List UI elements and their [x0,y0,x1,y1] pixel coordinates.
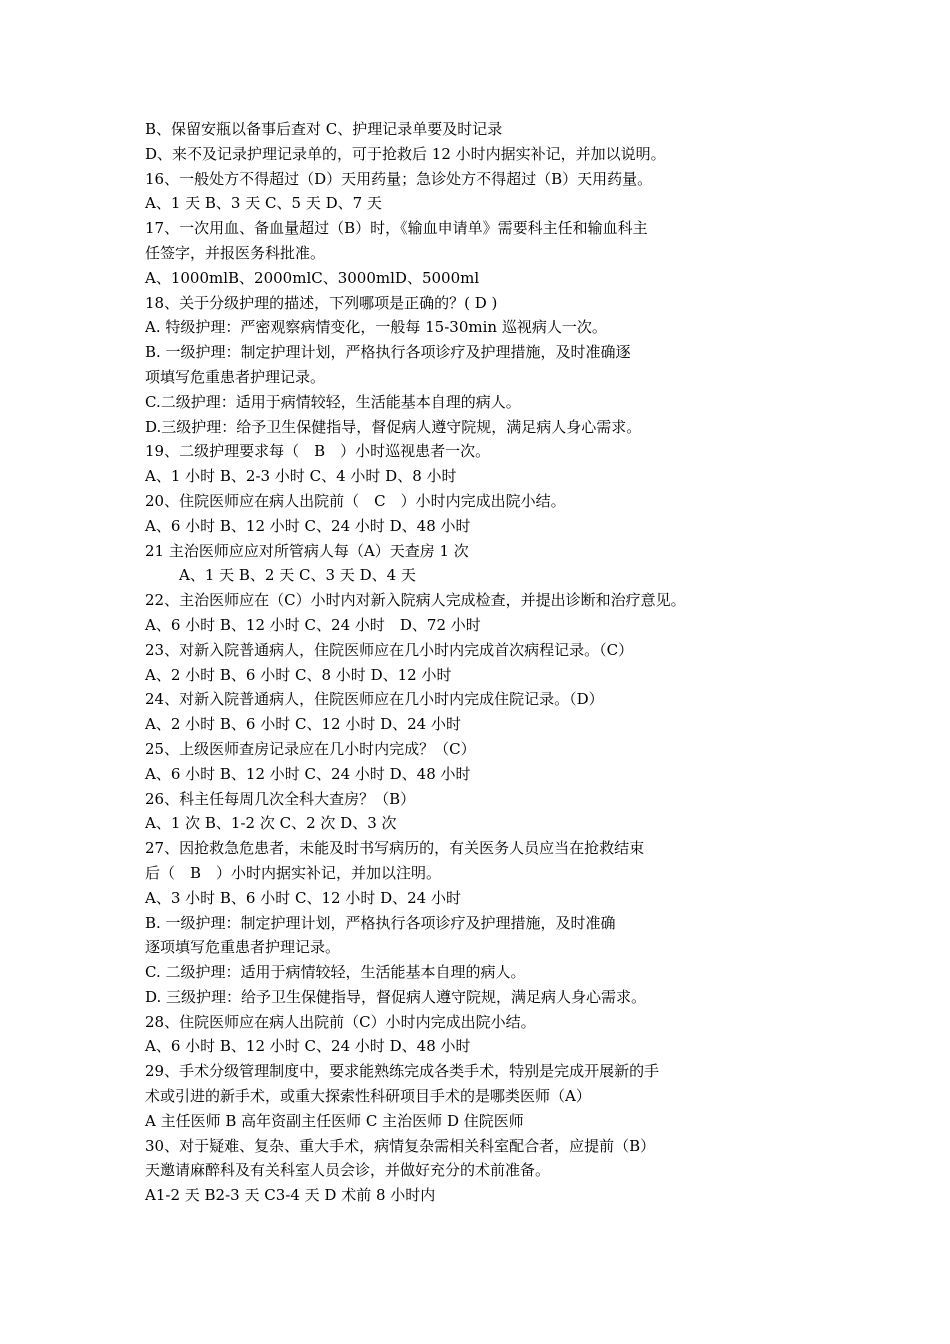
text-line: 27、因抢救急危患者，未能及时书写病历的，有关医务人员应当在抢救结束 [145,839,645,858]
text-line: 天邀请麻醉科及有关科室人员会诊，并做好充分的术前准备。 [145,1161,551,1180]
text-line: D、来不及记录护理记录单的，可于抢救后 12 小时内据实补记，并加以说明。 [145,144,666,163]
text-line: A、2 小时 B、6 小时 C、12 小时 D、24 小时 [145,715,461,734]
text-line: 25、上级医师查房记录应在几小时内完成？（C） [145,739,476,758]
text-line: 30、对于疑难、复杂、重大手术，病情复杂需相关科室配合者，应提前（B） [145,1136,656,1155]
text-line: C.二级护理：适用于病情较轻，生活能基本自理的病人。 [145,392,521,411]
text-line: 29、手术分级管理制度中，要求能熟练完成各类手术，特别是完成开展新的手 [145,1062,660,1081]
text-line: 17、一次用血、备血量超过（B）时，《输血申请单》需要科主任和输血科主 [145,219,648,238]
document-body [145,117,935,1208]
text-line: A、1 天 B、3 天 C、5 天 D、7 天 [145,194,382,213]
text-line: 24、对新入院普通病人，住院医师应在几小时内完成住院记录。（D） [145,690,604,709]
text-line: A、6 小时 B、12 小时 C、24 小时 D、48 小时 [145,764,471,783]
text-line: 16、一般处方不得超过（D）天用药量；急诊处方不得超过（B）天用药量。 [145,169,653,188]
text-line: A、6 小时 B、12 小时 C、24 小时 D、48 小时 [145,1037,471,1056]
text-line: A、1000mlB、2000mlC、3000mlD、5000ml [145,268,480,287]
text-line: 逐项填写危重患者护理记录。 [145,938,341,957]
text-line: 22、主治医师应在（C）小时内对新入院病人完成检查，并提出诊断和治疗意见。 [145,591,686,610]
text-line: A、1 天 B、2 天 C、3 天 D、4 天 [179,566,416,585]
text-line: 20、住院医师应在病人出院前（ C ）小时内完成出院小结。 [145,491,566,510]
text-line: C. 二级护理：适用于病情较轻，生活能基本自理的病人。 [145,963,526,982]
text-line: A、6 小时 B、12 小时 C、24 小时 D、72 小时 [145,615,481,634]
text-line: D.三级护理：给予卫生保健指导，督促病人遵守院规，满足病人身心需求。 [145,417,642,436]
text-line: A. 特级护理：严密观察病情变化，一般每 15-30min 巡视病人一次。 [145,318,607,337]
text-line: 26、科主任每周几次全科大查房？（B） [145,789,416,808]
text-line: 21 主治医师应应对所管病人每（A）天查房 1 次 [145,541,469,560]
text-line: 19、二级护理要求每（ B ）小时巡视患者一次。 [145,442,491,461]
text-line: D. 三级护理：给予卫生保健指导，督促病人遵守院规，满足病人身心需求。 [145,987,647,1006]
text-line: A、1 次 B、1-2 次 C、2 次 D、3 次 [145,814,397,833]
text-line: 28、住院医师应在病人出院前（C）小时内完成出院小结。 [145,1012,536,1031]
text-line: A、3 小时 B、6 小时 C、12 小时 D、24 小时 [145,888,461,907]
text-line: A1-2 天 B2-3 天 C3-4 天 D 术前 8 小时内 [145,1186,436,1205]
text-line: A、2 小时 B、6 小时 C、8 小时 D、12 小时 [145,665,452,684]
text-line: A、1 小时 B、2-3 小时 C、4 小时 D、8 小时 [145,467,457,486]
text-line: B、保留安瓶以备事后查对 C、护理记录单要及时记录 [145,120,503,138]
text-line: 项填写危重患者护理记录。 [145,367,326,386]
text-line: 任签字，并报医务科批准。 [145,243,326,262]
text-line: 术或引进的新手术，或重大探索性科研项目手术的是哪类医师（A） [145,1087,591,1106]
text-line: B. 一级护理：制定护理计划，严格执行各项诊疗及护理措施，及时准确逐 [145,343,631,362]
text-line: 18、关于分级护理的描述，下列哪项是正确的？( D ) [145,293,498,312]
text-line: 后（ B ）小时内据实补记，并加以注明。 [145,863,442,882]
text-line: 23、对新入院普通病人，住院医师应在几小时内完成首次病程记录。（C） [145,640,634,659]
text-line: A 主任医师 B 高年资副主任医师 C 主治医师 D 住院医师 [145,1111,524,1130]
text-line: B. 一级护理：制定护理计划，严格执行各项诊疗及护理措施，及时准确 [145,913,616,932]
text-line: A、6 小时 B、12 小时 C、24 小时 D、48 小时 [145,516,471,535]
